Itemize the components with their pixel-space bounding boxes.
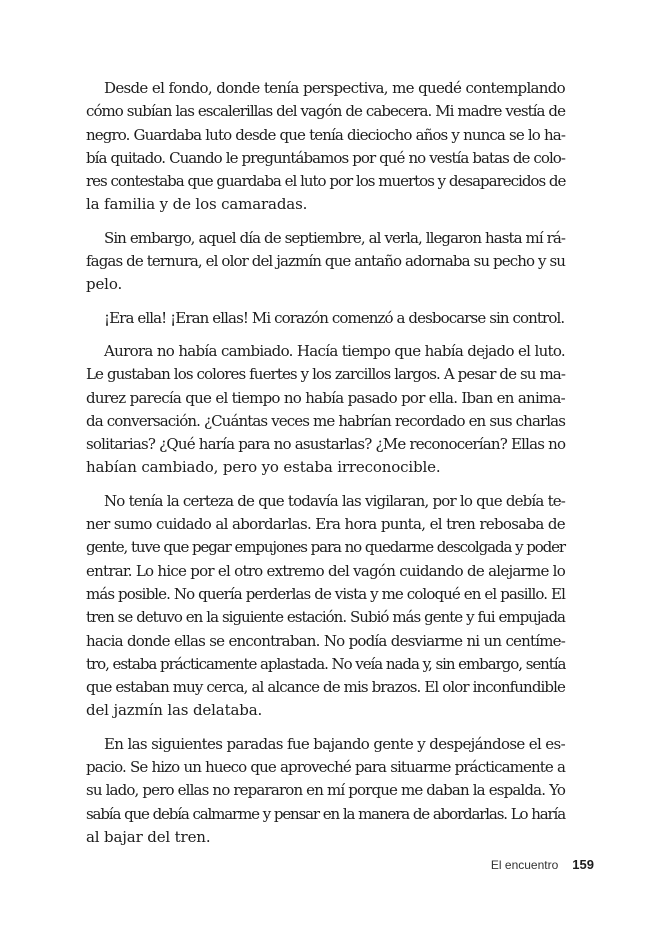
text-line: solitarias? ¿Qué haría para no asustarlas? ¿Me reconocerían? Ellas no — [86, 435, 566, 454]
text-line: ¡Era ella! ¡Eran ellas! Mi corazón comenzó a desbocarse sin control. — [104, 308, 565, 327]
text-line: res contestaba que guardaba el luto por los muertos y desaparecidos de — [86, 172, 566, 191]
paragraph-1 — [86, 77, 565, 217]
text-line: pacio. Se hizo un hueco que aproveché para situarme prácticamente a — [86, 758, 565, 777]
running-chapter-title: El encuentro — [490, 858, 559, 872]
paragraph-4 — [86, 340, 565, 480]
text-line: la familia y de los camaradas. — [86, 195, 308, 214]
text-line: durez parecía que el tiempo no había pasado por ella. Iban en anima- — [86, 388, 565, 407]
page-footer — [491, 857, 594, 872]
text-line: hacia donde ellas se encontraban. No podía desviarme ni un centíme- — [86, 631, 565, 650]
text-line: sabía que debía calmarme y pensar en la manera de abordarlas. Lo haría — [86, 804, 565, 823]
paragraph-5 — [86, 490, 565, 723]
text-line: tro, estaba prácticamente aplastada. No veía nada y, sin embargo, sentía — [86, 654, 566, 673]
text-line: Aurora no había cambiado. Hacía tiempo que había dejado el luto. — [104, 341, 565, 360]
text-line: negro. Guardaba luto desde que tenía dieciocho años y nunca se lo ha- — [86, 125, 565, 144]
paragraph-6 — [86, 733, 565, 849]
text-line: pelo. — [86, 275, 123, 294]
text-line: Desde el fondo, donde tenía perspectiva, me quedé contemplando — [104, 79, 565, 97]
text-line: Sin embargo, aquel día de septiembre, al verla, llegaron hasta mí rá- — [104, 228, 565, 247]
text-line: más posible. No quería perderlas de vista y me coloqué en el pasillo. El — [86, 584, 565, 603]
text-line: habían cambiado, pero yo estaba irreconocible. — [86, 458, 441, 477]
text-line: gente, tuve que pegar empujones para no quedarme descolgada y poder — [86, 538, 565, 557]
text-line: al bajar del tren. — [86, 827, 211, 846]
text-line: ner sumo cuidado al abordarlas. Era hora punta, el tren rebosaba de — [86, 515, 565, 534]
text-line: Le gustaban los colores fuertes y los zarcillos largos. A pesar de su ma- — [86, 365, 565, 384]
text-line: cómo subían las escalerillas del vagón de cabecera. Mi madre vestía de — [86, 102, 565, 121]
page-body — [86, 77, 565, 859]
text-line: En las siguientes paradas fue bajando gente y despejándose el es- — [104, 734, 565, 753]
text-line: No tenía la certeza de que todavía las vigilaran, por lo que debía te- — [104, 491, 565, 510]
text-line: del jazmín las delataba. — [86, 701, 263, 720]
text-line: bía quitado. Cuando le preguntábamos por qué no vestía batas de colo- — [86, 148, 565, 167]
text-line: tren se detuvo en la siguiente estación. Subió más gente y fui empujada — [86, 608, 565, 627]
text-line: que estaban muy cerca, al alcance de mis brazos. El olor inconfundible — [86, 678, 565, 697]
page-number: 159 — [572, 857, 594, 872]
paragraph-2 — [86, 227, 565, 297]
text-line: su lado, pero ellas no repararon en mí porque me daban la espalda. Yo — [86, 781, 565, 800]
text-line: entrar. Lo hice por el otro extremo del vagón cuidando de alejarme lo — [86, 561, 565, 580]
text-line: da conversación. ¿Cuántas veces me habrían recordado en sus charlas — [86, 411, 565, 430]
paragraph-3 — [86, 307, 565, 330]
text-line: fagas de ternura, el olor del jazmín que antaño adornaba su pecho y su — [86, 252, 565, 271]
